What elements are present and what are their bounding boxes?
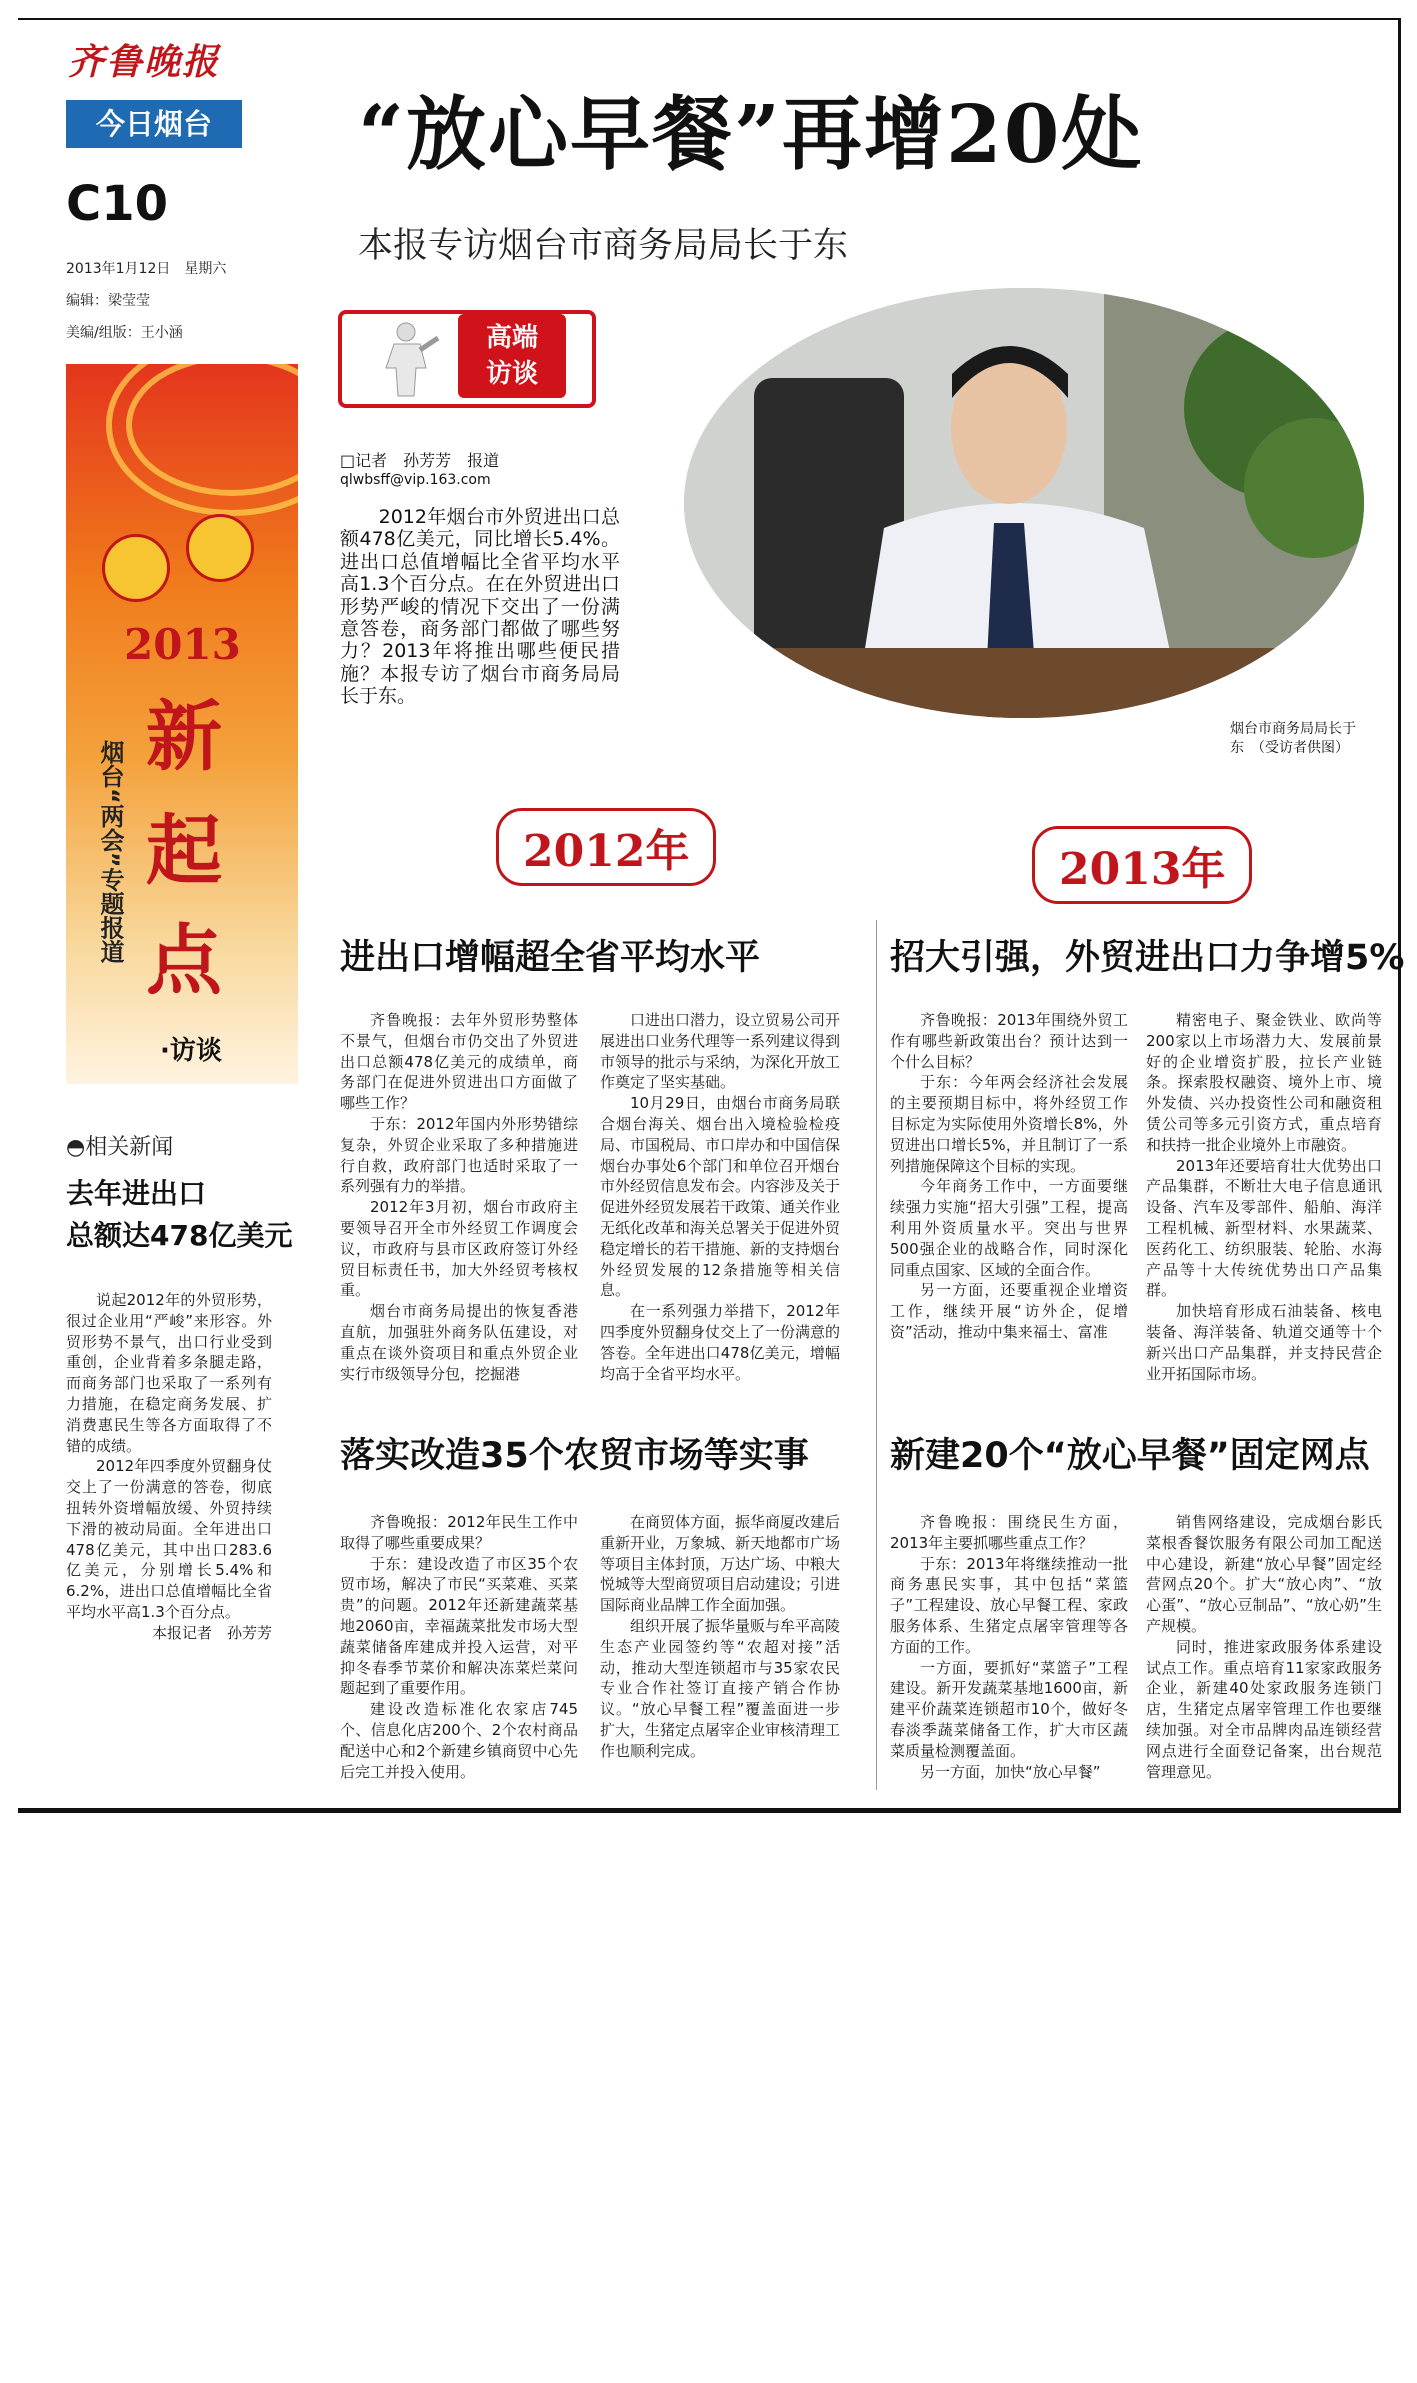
banner-year: 2013 [124,620,241,669]
paragraph: 于东：2012年国内外形势错综复杂，外贸企业采取了多种措施进行自救，政府部门也适时采取了一系列强有力的举措。 [340,1114,578,1196]
section-column [340,1512,578,1782]
paragraph: 另一方面，加快“放心早餐” [920,1762,1101,1781]
designer-credit: 美编/组版：王小涵 [66,325,183,341]
paragraph: 齐鲁晚报：2012年民生工作中取得了哪些重要成果？ [340,1513,578,1552]
subheadline: 本报专访烟台市商务局局长于东 [358,226,849,266]
paragraph: 于东：今年两会经济社会发展的主要预期目标中，将外经贸工作目标定为实际使用外资增长8%，外贸进出口增长5%，并且制订了一系列措施保障这个目标的实现。 [890,1073,1128,1175]
section-tag: 今日烟台 [66,100,242,148]
paragraph: 齐鲁晚报：2013年围绕外贸工作有哪些新政策出台？预计达到一个什么目标？ [890,1011,1128,1071]
reporter-byline: □记者 孙芳芳 报道 [340,451,500,470]
paragraph: 精密电子、聚金铁业、欧尚等200家以上市场潜力大、发展前景好的企业增资扩股，拉长产业链条。探索股权融资、境外上市、境外发债、兴办投资性公司和融资租赁公司等多元引资方式，重点培育和扶持一批企业境外上市融资。 [1146,1011,1382,1154]
paragraph: 2013年还要培育壮大优势出口产品集群，不断壮大电子信息通讯设备、汽车及零部件、船舶、海洋工程机械、新型材料、水果蔬菜、医药化工、纺织服装、轮胎、水海产品等十大传统优势出口产品集群。 [1146,1156,1382,1300]
year-label-2012: 2012年 [496,808,716,886]
section-heading: 进出口增幅超全省平均水平 [340,938,761,978]
badge-line1: 高端 [485,323,538,353]
year-label-2013: 2013年 [1032,826,1252,904]
column-divider [876,920,877,1790]
paragraph: 销售网络建设，完成烟台影氏菜根香餐饮服务有限公司加工配送中心建设，新建“放心早餐”固定经营网点20个。扩大“放心肉”、“放心蛋”、“放心豆制品”、“放心奶”生产规模。 [1146,1513,1382,1635]
section-column [890,1010,1128,1343]
related-headline-2: 总额达478亿美元 [66,1219,293,1252]
interview-badge [338,300,592,410]
banner-footer: ·访谈 [160,1036,222,1066]
related-news-label: ◓相关新闻 [66,1135,174,1160]
section-column [1146,1010,1382,1384]
main-headline: “放心早餐”再增20处 [358,87,1144,181]
section-heading: 招大引强，外贸进出口力争增5% [890,938,1405,978]
paragraph: 组织开展了振华量贩与牟平高陵生态产业园签约等“农超对接”活动，推动大型连锁超市与35家农民专业合作社签订直接产销合作协议。“放心早餐工程”覆盖面进一步扩大，生猪定点屠宰企业审核清理工作也顺利完成。 [600,1616,841,1760]
paragraph: 2012年3月初，烟台市政府主要领导召开全市外经贸工作调度会议，市政府与县市区政府签订外经贸目标责任书，加大外经贸考核权重。 [340,1198,578,1300]
section-column [600,1010,840,1384]
emblem-icon [102,534,170,602]
paragraph: 于东：建设改造了市区35个农贸市场，解决了市民“买菜难、买菜贵”的问题。2012年还新建蔬菜基地2060亩，幸福蔬菜批发市场大型蔬菜储备库建成并投入运营，对平抑冬春季节菜价和解决冻菜烂菜问题起到了重要作用。 [340,1554,578,1698]
paragraph: 另一方面，还要重视企业增资工作，继续开展“访外企，促增资”活动，推动中集来福士、富准 [890,1281,1128,1341]
signoff: 本报记者 孙芳芳 [151,1623,272,1642]
related-headline-1: 去年进出口 [66,1177,207,1210]
paragraph: 加快培育形成石油装备、核电装备、海洋装备、轨道交通等十个新兴出口产品集群，并支持民营企业开拓国际市场。 [1146,1302,1382,1383]
section-column [1146,1512,1382,1782]
paragraph: 齐鲁晚报：去年外贸形势整体不景气，但烟台市仍交出了外贸进出口总额478亿美元的成绩单，商务部门在促进外贸进出口方面做了哪些工作？ [340,1011,578,1113]
paragraph: 说起2012年的外贸形势，很过企业用“严峻”来形容。外贸形势不景气，出口行业受到重创，企业背着多条腿走路，而商务部门也采取了一系列有力措施，在稳定商务发展、扩消费惠民生等各方面取得了不错的成绩。 [66,1291,272,1455]
interviewee-photo [684,288,1364,718]
banner-char-2: 起 [146,806,222,895]
photo-caption: 烟台市商务局局长于东 （受访者供图） [1230,721,1356,756]
page-number: C10 [66,176,169,232]
badge-line2: 访谈 [485,359,538,389]
section-heading: 新建20个“放心早餐”固定网点 [890,1436,1370,1476]
related-body [66,1290,272,1644]
banner-char-1: 新 [146,692,222,781]
section-column [600,1512,840,1762]
section-column [340,1010,578,1384]
section-heading: 落实改造35个农贸市场等实事 [340,1436,809,1476]
paragraph: 口进出口潜力，设立贸易公司开展进出口业务代理等一系列建议得到市领导的批示与采纳，为深化开放工作奠定了坚实基础。 [600,1011,841,1092]
lede-paragraph: 2012年烟台市外贸进出口总额478亿美元，同比增长5.4%。进出口总值增幅比全省平均水平高1.3个百分点。在在外贸进出口形势严峻的情况下交出了一份满意答卷，商务部门都做了哪些努力？2013年将推出哪些便民措施？本报专访了烟台市商务局局长于东。 [340,506,620,708]
section-column [890,1512,1128,1782]
paragraph: 在商贸体方面，振华商厦改建后重新开业，万象城、新天地都市广场等项目主体封顶，万达广场、中粮大悦城等大型商贸项目启动建设；引进国际商业品牌工作全面加强。 [600,1513,841,1615]
paragraph: 在一系列强力举措下，2012年四季度外贸翻身仗交上了一份满意的答卷。全年进出口478亿美元，增幅均高于全省平均水平。 [600,1302,841,1383]
figure-icon [376,320,446,400]
paragraph: 齐鲁晚报：围绕民生方面，2013年主要抓哪些重点工作？ [890,1513,1128,1552]
paragraph: 今年商务工作中，一方面要继续强力实施“招大引强”工程，提高利用外资质量水平。突出与世界500强企业的战略合作，同时深化同重点国家、区域的全面合作。 [890,1177,1128,1279]
banner-char-3: 点 [146,916,222,1005]
emblem-icon [186,514,254,582]
paragraph: 烟台市商务局提出的恢复香港直航，加强驻外商务队伍建设，对重点在谈外资项目和重点外贸企业实行市级领导分包，挖掘港 [340,1302,578,1383]
paper-name: 齐鲁晚报 [68,41,221,83]
portrait-illustration [684,288,1364,718]
issue-date: 2013年1月12日 星期六 [66,261,227,277]
paragraph: 一方面，要抓好“菜篮子”工程建设。新开发蔬菜基地1600亩，新建平价蔬菜连锁超市10个，做好冬春淡季蔬菜储备工作，扩大市区蔬菜质量检测覆盖面。 [890,1658,1128,1760]
banner-vertical-caption: 烟台“两会”专题报道 [96,740,124,964]
paragraph: 10月29日，由烟台市商务局联合烟台海关、烟台出入境检验检疫局、市国税局、市口岸办和中国信保烟台办事处6个部门和单位召开烟台市外经贸信息发布会。内容涉及关于促进外经贸发展若干政策、通关作业无纸化改革和海关总署关于促进外贸稳定增长的若干措施、新的支持烟台外经贸发展的12条措施等相关信息。 [600,1094,841,1300]
paragraph: 于东：2013年将继续推动一批商务惠民实事，其中包括“菜篮子”工程建设、放心早餐工程、家政服务体系、生猪定点屠宰管理等各方面的工作。 [890,1554,1128,1656]
reporter-email: qlwbsff@vip.163.com [340,472,491,488]
paragraph: 建设改造标准化农家店745个、信息化店200个、2个农村商品配送中心和2个新建乡镇商贸中心先后完工并投入使用。 [340,1700,578,1781]
paragraph: 同时，推进家政服务体系建设试点工作。重点培育11家家政服务企业，新建40处家政服务连锁门店，生猪定点屠宰管理工作也要继续加强。对全市品牌肉品连锁经营网点进行全面登记备案，出台规范管理意见。 [1146,1637,1382,1781]
editor-credit: 编辑：梁莹莹 [66,293,150,309]
paragraph: 2012年四季度外贸翻身仗交上了一份满意的答卷，彻底扭转外资增幅放缓、外贸持续下滑的被动局面。全年进出口478亿美元，其中出口283.6亿美元，分别增长5.4%和6.2%，进出口总值增幅比全省平均水平高1.3个百分点。 [66,1457,272,1621]
